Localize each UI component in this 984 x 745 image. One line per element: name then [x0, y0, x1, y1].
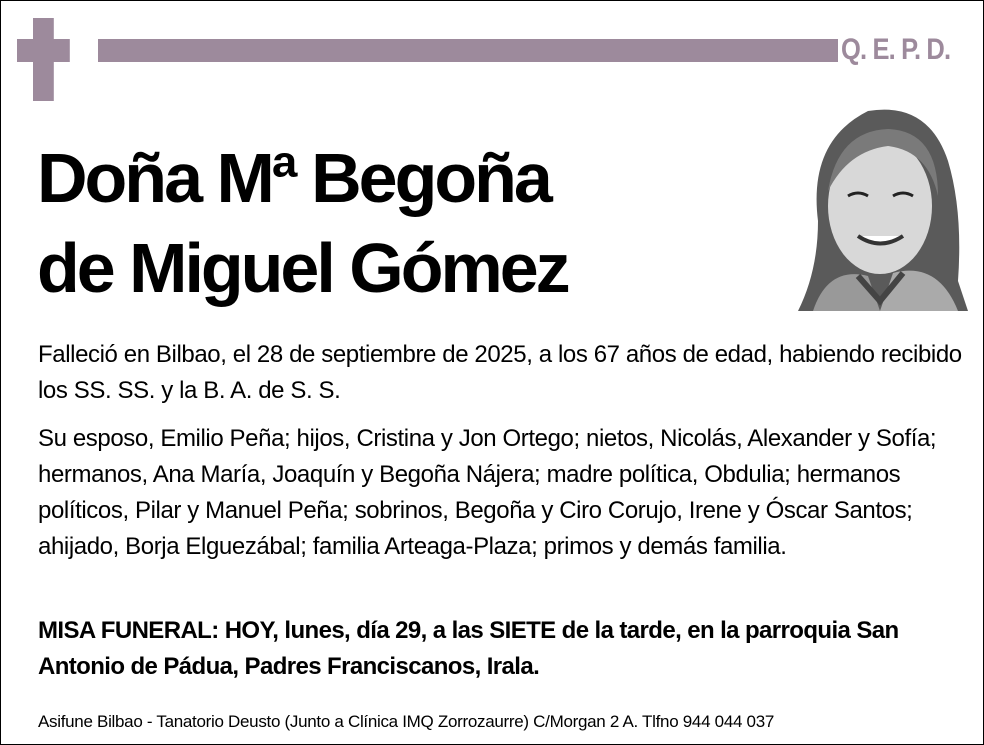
- family-text: Su esposo, Emilio Peña; hijos, Cristina y Jon Ortego; nietos, Nicolás, Alexander y Sofía; hermanos, Ana María, Joaquín y Begoña Nájera; madre política, Obdulia; hermanos políticos, Pilar y Manuel Peña; sobrinos, Begoña y Ciro Corujo, Irene y Óscar Santos; ahijado, Borja Elguezábal; familia Arteaga-Plaza; primos y demás familia.: [38, 425, 937, 560]
- name-line-1: Doña Mª Begoña: [37, 139, 550, 217]
- funeral-mass-text: MISA FUNERAL: HOY, lunes, día 29, a las SIETE de la tarde, en la parroquia San Antonio de Pádua, Padres Franciscanos, Irala.: [38, 617, 899, 680]
- death-notice-text: Falleció en Bilbao, el 28 de septiembre de 2025, a los 67 años de edad, habiendo recibido los SS. SS. y la B. A. de S. S.: [38, 341, 962, 404]
- name-line-2: de Miguel Gómez: [37, 229, 568, 307]
- portrait-photo: [798, 101, 968, 311]
- funeral-home-info: Asifune Bilbao - Tanatorio Deusto (Junto a Clínica IMQ Zorrozaurre) C/Morgan 2 A. Tlfno 944 044 037: [38, 712, 775, 731]
- header-bar: [98, 39, 838, 62]
- cross-icon: [1, 1, 97, 111]
- deceased-name: [37, 133, 568, 313]
- qepd-badge: Q. E. P. D.: [841, 33, 951, 66]
